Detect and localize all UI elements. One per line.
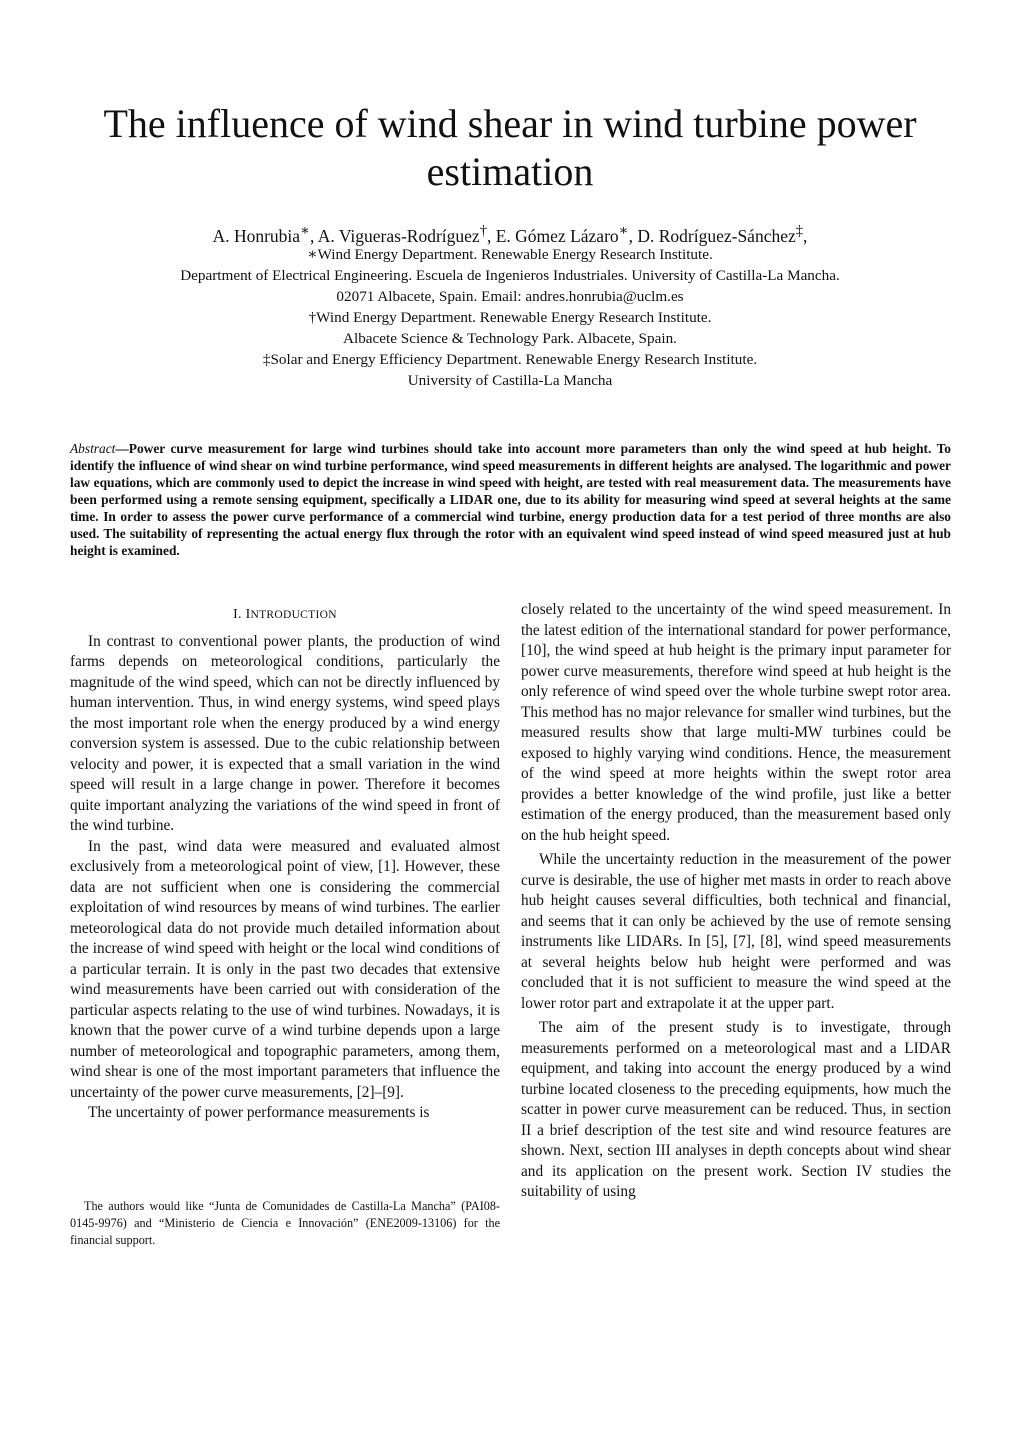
author-name: A. Honrubia bbox=[212, 225, 301, 246]
paragraph: In the past, wind data were measured and evaluated almost exclusively from a meteorological point of view, [1]. However, these data are not sufficient when one is considering the commercial exploitation of wind resources by means of wind turbines. The earlier meteorological data do not provide much detailed information about the increase of wind speed with height or the local wind conditions of a particular terrain. It is only in the past two decades that extensive wind measurements have been carried out with consideration of the particular aspects relating to the use of wind turbines. Nowadays, it is known that the power curve of a wind turbine depends upon a large number of meteorological and topographic parameters, among them, wind shear is one of the most important parameters that influence the uncertainty of the power curve measurements, [2]–[9]. bbox=[70, 837, 500, 1101]
paragraph: In contrast to conventional power plants, the production of wind farms depends on meteorological conditions, particularly the magnitude of the wind speed, which can not be directly influenced by human intervention. Thus, in wind energy systems, wind speed plays the most important role when the energy produced by a wind energy conversion system is assessed. Due to the cubic relationship between velocity and power, it is expected that a small variation in the wind speed will result in a large change in power. Therefore it becomes quite important analyzing the variations of the wind speed in front of the wind turbine. bbox=[70, 632, 500, 834]
author-mark: ‡ bbox=[795, 223, 804, 239]
paragraph: closely related to the uncertainty of the wind speed measurement. In the latest edition of the international standard for power performance, [10], the wind speed at hub height is the primary input parameter for power curve measurements, therefore wind speed at hub height is the only reference of wind speed over the whole turbine swept rotor area. This method has no major relevance for smaller wind turbines, but the measured results show that large multi-MW turbines could be exposed to highly varying wind conditions. Hence, the measurement of the wind speed at more heights within the swept rotor area provides a better knowledge of the wind profile, just like a better estimation of the energy produced, than the measurement based only on the hub height speed. bbox=[521, 601, 951, 844]
author-list: A. Honrubia∗, A. Vigueras-Rodríguez†, E. Gómez Lázaro∗, D. Rodríguez-Sánchez‡, bbox=[212, 223, 808, 246]
section-heading-initial: I bbox=[245, 606, 251, 621]
section-heading bbox=[70, 604, 500, 626]
author-name: D. Rodríguez-Sánchez bbox=[637, 225, 796, 246]
affiliation-line: ‡Solar and Energy Efficiency Department. Renewable Energy Research Institute. bbox=[262, 351, 758, 368]
author-name: E. Gómez Lázaro bbox=[495, 225, 619, 246]
affiliation-line: University of Castilla-La Mancha bbox=[407, 372, 613, 389]
affiliation-line: ∗Wind Energy Department. Renewable Energy Research Institute. bbox=[307, 246, 713, 263]
section-heading-rest: NTRODUCTION bbox=[250, 609, 337, 621]
paragraph: The uncertainty of power performance measurements is bbox=[88, 1104, 430, 1121]
paragraph: While the uncertainty reduction in the measurement of the power curve is desirable, the use of higher met masts in order to reach above hub height causes several difficulties, both technical and financial, and seems that it can only be achieved by the use of remote sensing instruments like LIDARs. In [5], [7], [8], wind speed measurements at several heights below hub height were performed and was concluded that it is not sufficient to measure the wind speed at the lower rotor part and extrapolate it at the upper part. bbox=[521, 851, 951, 1012]
left-column bbox=[70, 600, 500, 1124]
abstract bbox=[70, 440, 951, 559]
affiliation-line: Department of Electrical Engineering. Escuela de Ingenieros Industriales. University of Castilla-La Mancha. bbox=[180, 267, 840, 284]
author-mark: ∗ bbox=[618, 223, 629, 239]
right-column bbox=[521, 600, 951, 1203]
author-name: A. Vigueras-Rodríguez bbox=[317, 225, 480, 246]
affiliations bbox=[60, 244, 960, 391]
author-mark: ∗ bbox=[300, 223, 310, 239]
abstract-label: Abstract bbox=[70, 441, 116, 456]
affiliation-line: †Wind Energy Department. Renewable Energy Research Institute. bbox=[308, 309, 712, 326]
paper-title: The influence of wind shear in wind turbine power estimation bbox=[103, 101, 917, 194]
section-numeral: I. bbox=[233, 606, 242, 621]
affiliation-line: 02071 Albacete, Spain. Email: andres.honrubia@uclm.es bbox=[336, 288, 684, 305]
abstract-text: —Power curve measurement for large wind turbines should take into account more parameters than only the wind speed at hub height. To identify the influence of wind shear on wind turbine performance, wind speed measurements in different heights are analysed. The logarithmic and power law equations, which are commonly used to depict the increase in wind speed with height, are tested with real measurement data. The measurements have been performed using a remote sensing equipment, specifically a LIDAR one, due to its ability for measuring wind speed at several heights at the same time. In order to assess the power curve performance of a commercial wind turbine, energy production data for a test period of three months are also used. The suitability of representing the actual energy flux through the rotor with an equivalent wind speed instead of wind speed measured just at hub height is examined. bbox=[70, 441, 951, 558]
author-mark: † bbox=[479, 223, 487, 239]
footnote: The authors would like “Junta de Comunidades de Castilla-La Mancha” (PAI08-0145-9976) and “Ministerio de Ciencia e Innovación” (ENE2009-13106) for the financial support. bbox=[70, 1199, 500, 1247]
paragraph: The aim of the present study is to investigate, through measurements performed on a meteorological mast and a LIDAR equipment, and taking into account the energy produced by a wind turbine located closeness to the preceding equipments, how much the scatter in power curve measurement can be reduced. Thus, in section II a brief description of the test site and wind resource features are shown. Next, section III analyses in depth concepts about wind shear and its application on the present work. Section IV studies the suitability of using bbox=[521, 1019, 951, 1200]
affiliation-line: Albacete Science & Technology Park. Albacete, Spain. bbox=[343, 330, 677, 347]
